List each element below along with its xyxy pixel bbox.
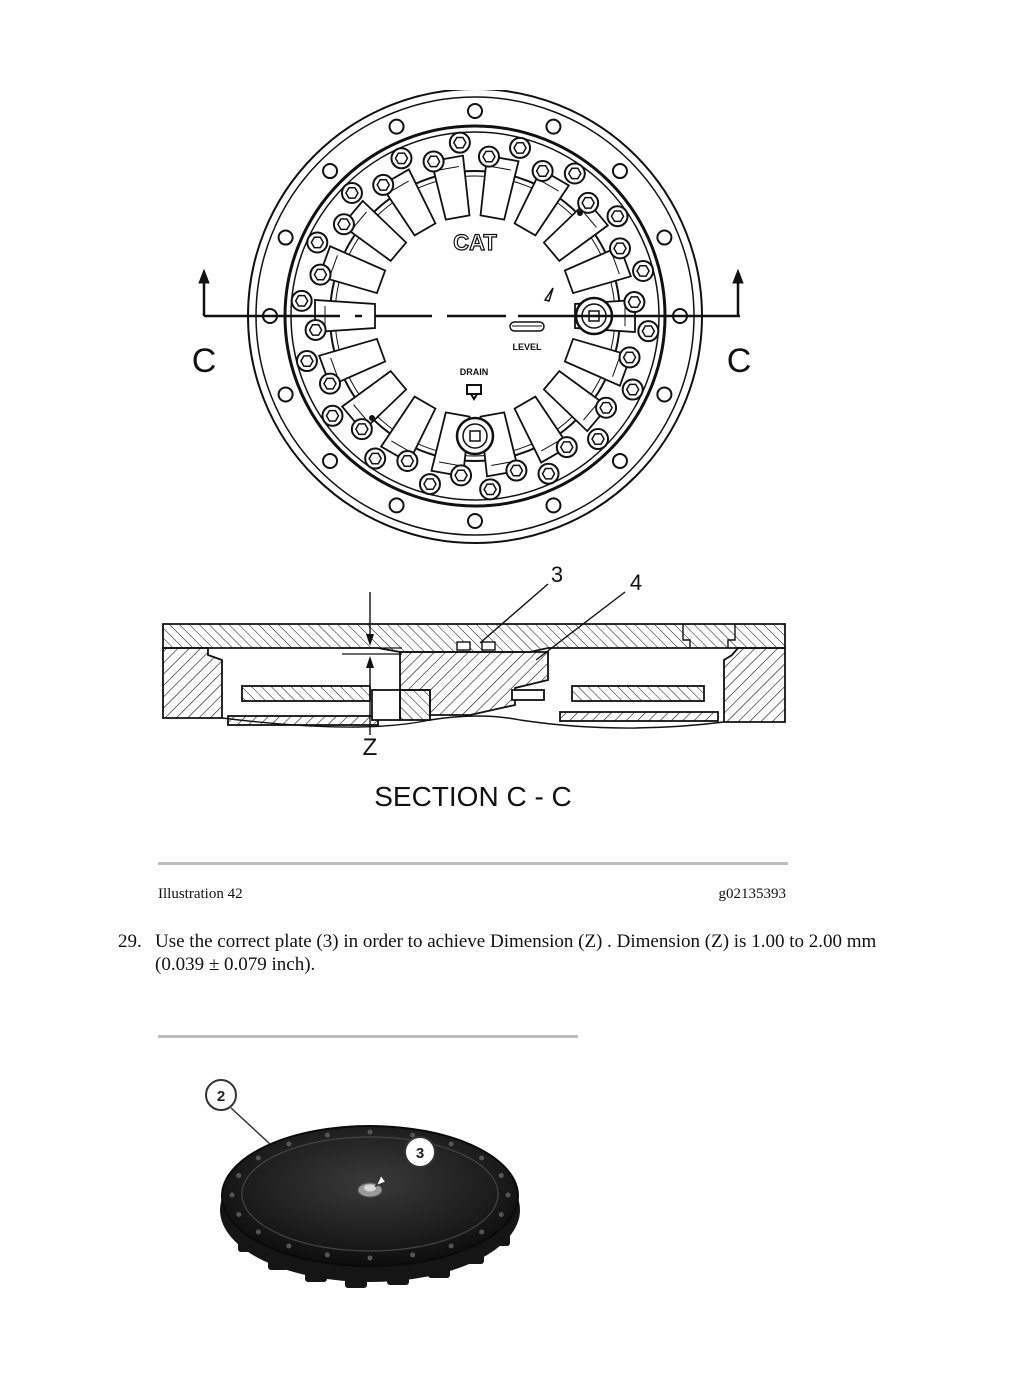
plate-bolt-hole [449, 1142, 454, 1147]
marker-dot [577, 210, 583, 216]
plate-bolt-hole [230, 1193, 235, 1198]
inner-bolt [365, 449, 385, 469]
outer-bolt-hole [546, 120, 560, 134]
drain-label: DRAIN [459, 367, 489, 377]
inner-bolt [557, 437, 577, 457]
inner-bolt [533, 161, 553, 181]
inner-bolt [307, 232, 327, 252]
inner-bolt [479, 147, 499, 167]
step-text: Use the correct plate (3) in order to achieve Dimension (Z) . Dimension (Z) is 1.00 to 2.00 mm (0.039 ± 0.079 inch). [155, 931, 877, 975]
plate-bolt-hole [286, 1243, 291, 1248]
callout-3: 3 [550, 562, 564, 587]
dimension-z-label: Z [362, 734, 378, 761]
step-number: 29. [118, 931, 142, 952]
section-title: SECTION C - C [374, 781, 572, 812]
figure-rule [158, 862, 788, 865]
section-view-drawing [150, 560, 800, 820]
photo-callout-2: 2 [216, 1088, 226, 1105]
inner-bolt [620, 347, 640, 367]
plate-bolt-hole [325, 1133, 330, 1138]
inner-bolt [397, 451, 417, 471]
cover-plate-photo [180, 1060, 560, 1320]
inner-bolt [391, 148, 411, 168]
illustration-caption: Illustration 42 [158, 886, 243, 902]
inner-bolt [352, 419, 372, 439]
inner-bolt [624, 292, 644, 312]
inner-bolt [297, 351, 317, 371]
outer-bolt-hole [279, 231, 293, 245]
outer-bolt-hole [613, 454, 627, 468]
inner-bolt [306, 320, 326, 340]
figure-rule [158, 1035, 578, 1038]
inner-bolt [480, 479, 500, 499]
plate-bolt-hole [449, 1243, 454, 1248]
outer-bolt-hole [468, 514, 482, 528]
inner-bolt [510, 138, 530, 158]
plate-bolt-hole [410, 1252, 415, 1257]
outer-bolt-hole [546, 498, 560, 512]
plate-bolt-hole [236, 1173, 241, 1178]
plate-bolt-hole [236, 1212, 241, 1217]
inner-bolt [310, 265, 330, 285]
drain-plug [457, 418, 493, 454]
level-mark [510, 288, 553, 331]
plate-bolt-hole [286, 1142, 291, 1147]
inner-bolt [450, 133, 470, 153]
plate-bolt-hole [479, 1155, 484, 1160]
inner-bolt [610, 238, 630, 258]
outer-bolt-hole [657, 231, 671, 245]
inner-bolt [578, 193, 598, 213]
drain-mark [467, 385, 481, 399]
inner-bolt [638, 321, 658, 341]
inner-bolt [565, 163, 585, 183]
section-mark-left: C [191, 342, 217, 380]
inner-bolt [292, 291, 312, 311]
plate-bolt-hole [506, 1193, 511, 1198]
inner-bolt [451, 465, 471, 485]
inner-bolt [342, 183, 362, 203]
photo-callout-3: 3 [415, 1145, 425, 1162]
inner-bolt [623, 380, 643, 400]
inner-bolt [420, 474, 440, 494]
dimension-arrow [366, 656, 374, 668]
inner-bolt [320, 374, 340, 394]
outer-bolt-hole [279, 387, 293, 401]
outer-bolt-hole [390, 120, 404, 134]
inner-bolt [539, 464, 559, 484]
callout-4: 4 [629, 570, 643, 595]
inner-bolt [373, 175, 393, 195]
plate-bolt-hole [256, 1155, 261, 1160]
plate-bolt-hole [499, 1173, 504, 1178]
plate-bolt-hole [256, 1230, 261, 1235]
outer-bolt-hole [657, 387, 671, 401]
plate-bolt-hole [499, 1212, 504, 1217]
inner-bolt [608, 206, 628, 226]
inner-bolt [322, 406, 342, 426]
marker-dot [369, 415, 375, 421]
outer-bolt-hole [323, 164, 337, 178]
inner-bolt [588, 429, 608, 449]
inner-bolt [424, 151, 444, 171]
inner-bolt [633, 261, 653, 281]
outer-bolt-hole [323, 454, 337, 468]
plate-bolt-hole [325, 1252, 330, 1257]
top-view-drawing [180, 90, 780, 560]
level-label: LEVEL [512, 342, 542, 352]
plate-bolt-hole [368, 1130, 373, 1135]
section-mark-right: C [726, 342, 752, 380]
cat-logo: CAT [453, 230, 497, 255]
inner-bolt [334, 214, 354, 234]
illustration-id: g02135393 [718, 886, 786, 902]
plate-bolt-hole [479, 1230, 484, 1235]
inner-bolt [596, 398, 616, 418]
outer-bolt-hole [613, 164, 627, 178]
plate-bolt-hole [410, 1133, 415, 1138]
outer-bolt-hole [390, 498, 404, 512]
plate-bolt-hole [368, 1256, 373, 1261]
outer-bolt-hole [468, 104, 482, 118]
inner-bolt [506, 461, 526, 481]
